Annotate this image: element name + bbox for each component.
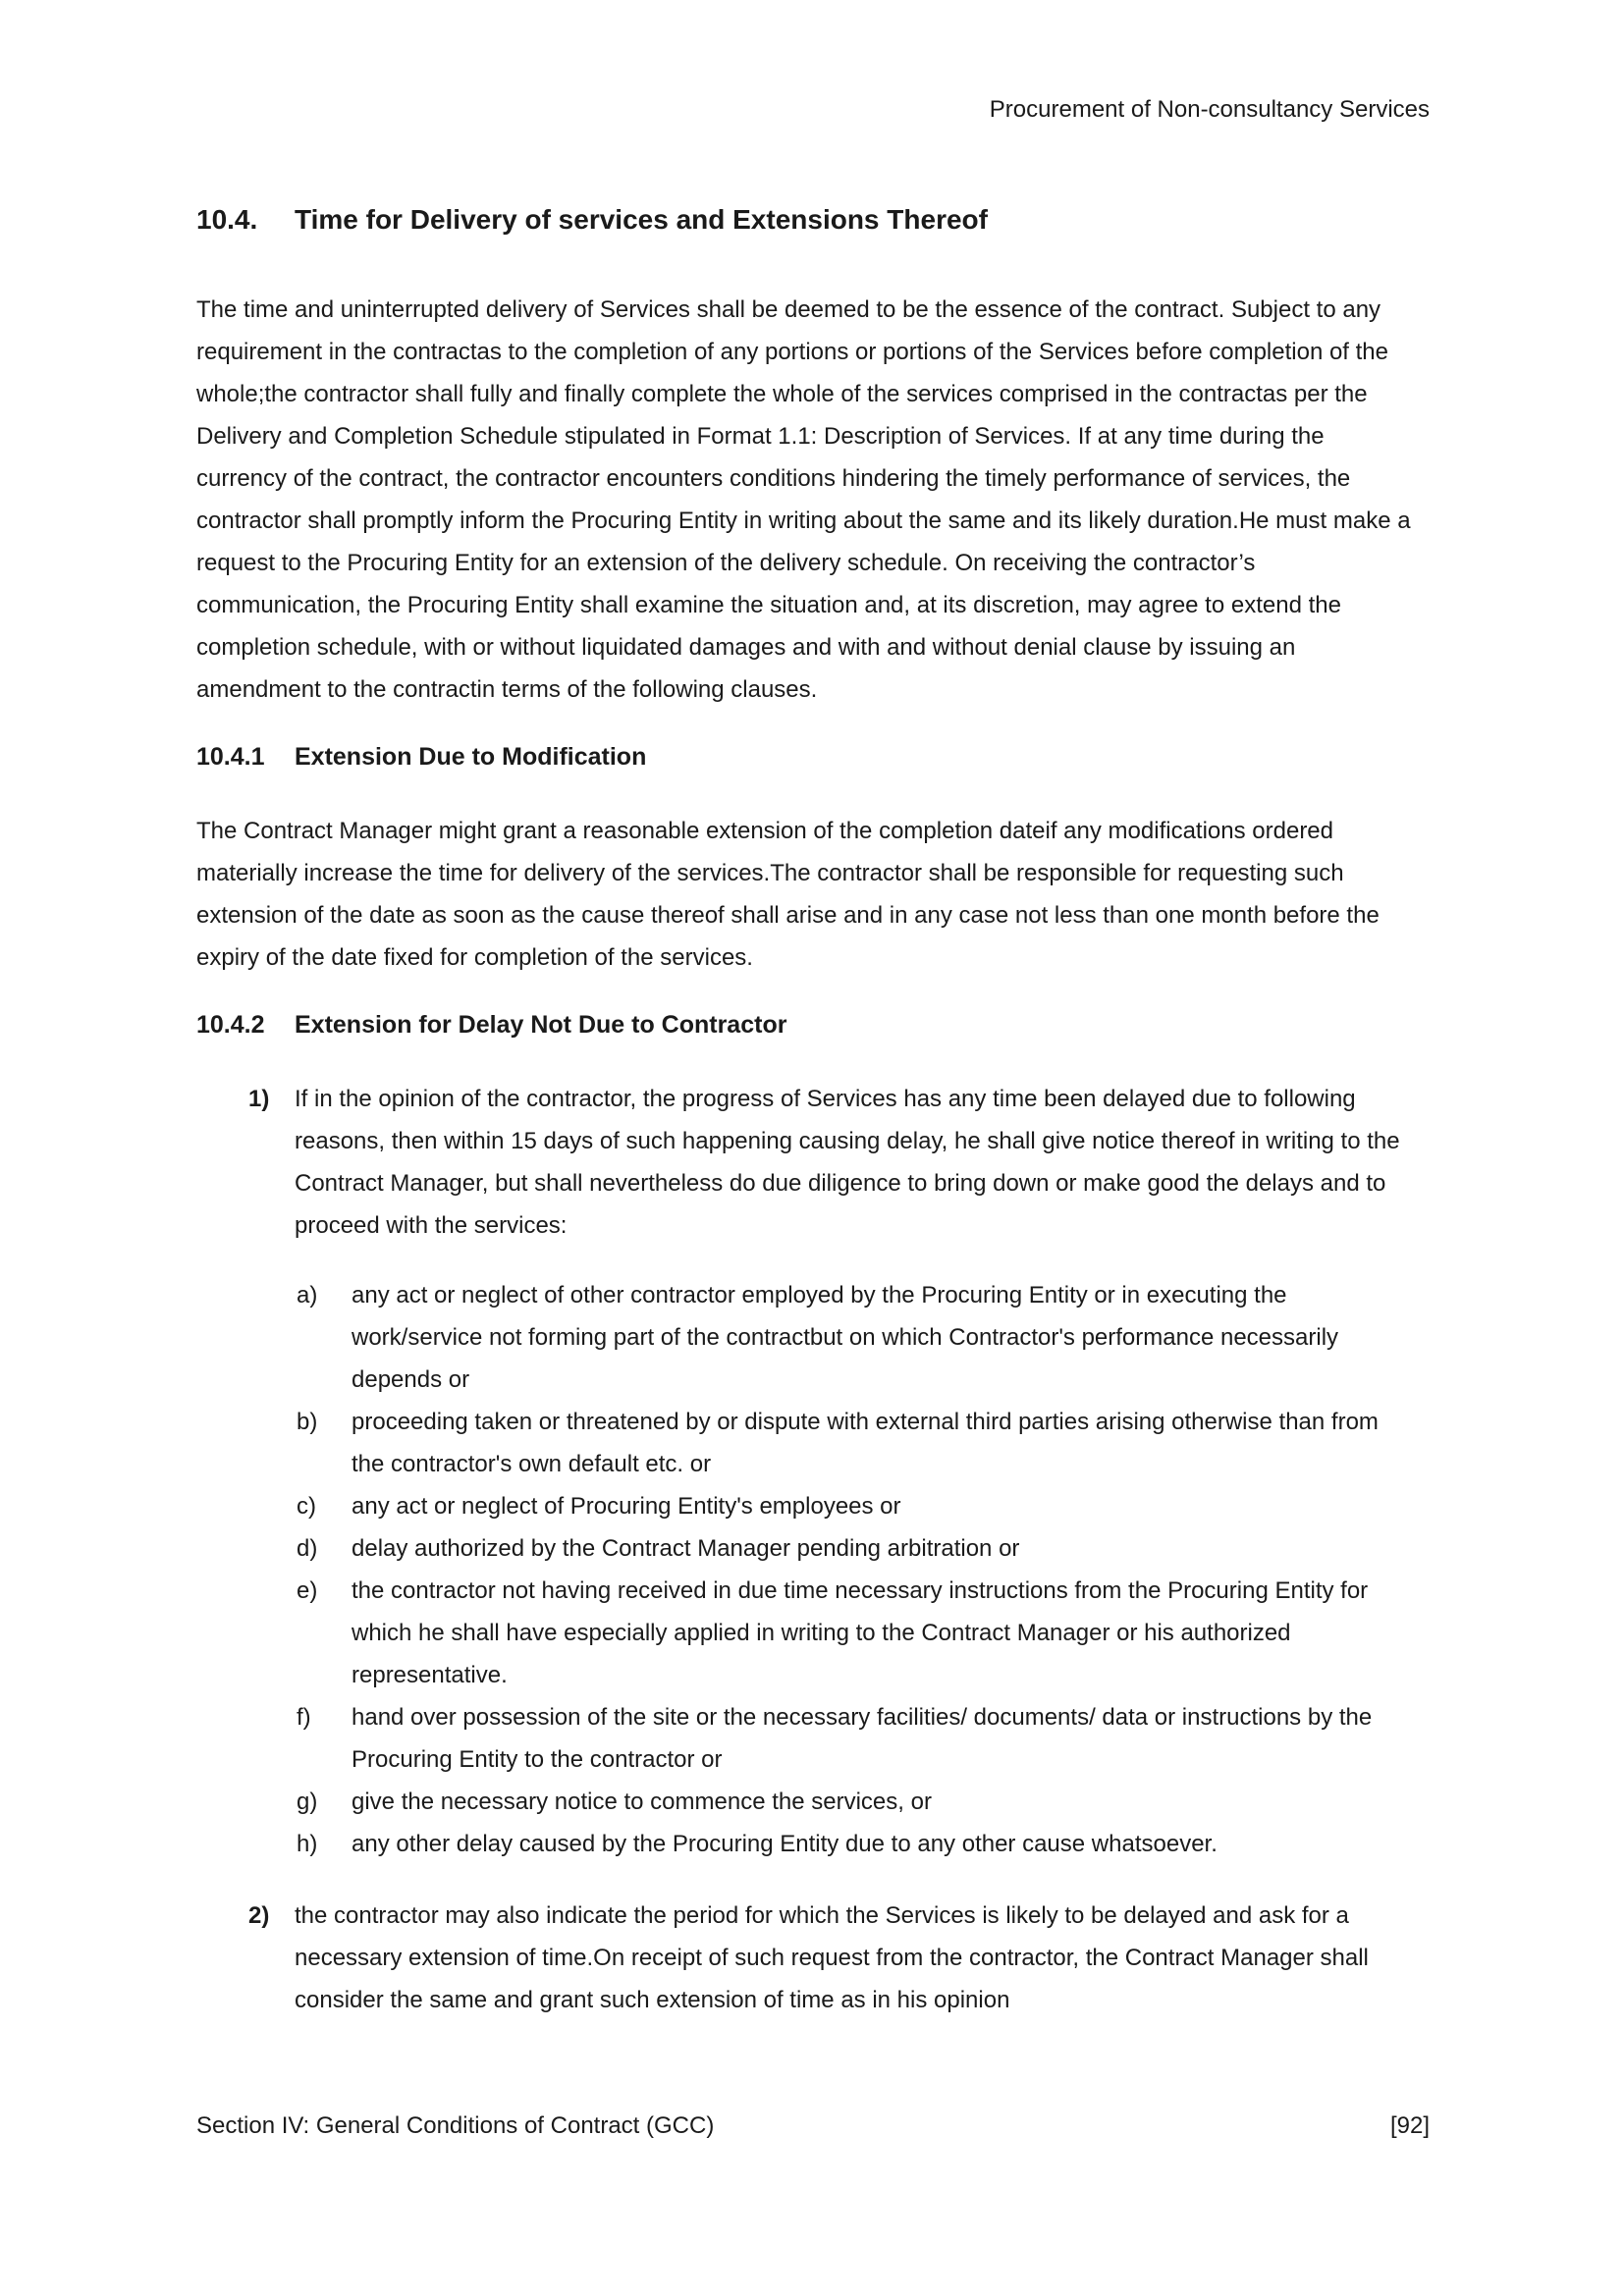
numbered-item-text: If in the opinion of the contractor, the progress of Services has any time been delayed due to following reasons, then within 15 days of such happening causing delay, he shall give notice thereof in writing to the Contract Manager, but shall nevertheless do due diligence to bring down or make good the delays and to proceed with the services: [295,1086,1400,1239]
lettered-item-marker: e) [297,1577,318,1604]
section-title: Time for Delivery of services and Extensions Thereof [295,204,988,235]
lettered-item-marker: d) [297,1535,318,1562]
lettered-item-g [196,1781,1414,1823]
section-heading-10-4 [196,202,1414,238]
lettered-list [196,1274,1414,1865]
running-header: Procurement of Non-consultancy Services [989,96,1430,123]
numbered-item-1 [196,1078,1414,1247]
intro-paragraph: The time and uninterrupted delivery of Services shall be deemed to be the essence of the contract. Subject to any requirement in the contractas to the completion of any portions or portions of the Services before completion of the whole;the contractor shall fully and finally complete the whole of the services comprised in the contractas per the Delivery and Completion Schedule stipulated in Format 1.1: Description of Services. If at any time during the currency of the contract, the contractor encounters conditions hindering the timely performance of services, the contractor shall promptly inform the Procuring Entity in writing about the same and its likely duration.He must make a request to the Procuring Entity for an extension of the delivery schedule. On receiving the contractor’s communication, the Procuring Entity shall examine the situation and, at its discretion, may agree to extend the completion schedule, with or without liquidated damages and with and without denial clause by issuing an amendment to the contractin terms of the following clauses. [196,296,1411,703]
subsection-number: 10.4.2 [196,1011,265,1039]
lettered-item-c [196,1485,1414,1527]
lettered-item-marker: g) [297,1789,318,1815]
lettered-item-marker: b) [297,1409,318,1435]
lettered-item-text: any other delay caused by the Procuring Entity due to any other cause whatsoever. [352,1831,1218,1857]
lettered-item-a [196,1274,1414,1401]
lettered-item-text: give the necessary notice to commence the services, or [352,1789,932,1815]
lettered-item-text: any act or neglect of other contractor employed by the Procuring Entity or in executing the work/service not forming part of the contractbut on which Contractor's performance necessarily depends or [352,1282,1339,1393]
lettered-item-text: any act or neglect of Procuring Entity's employees or [352,1493,901,1520]
numbered-item-2 [196,1895,1414,2021]
lettered-item-b [196,1401,1414,1485]
subsection-1-paragraph: The Contract Manager might grant a reasonable extension of the completion dateif any modifications ordered materially increase the time for delivery of the services.The contractor shall be responsible for requesting such extension of the date as soon as the cause thereof shall arise and in any case not less than one month before the expiry of the date fixed for completion of the services. [196,818,1380,971]
footer-section-label: Section IV: General Conditions of Contract (GCC) [196,2112,715,2139]
lettered-item-marker: f) [297,1704,311,1731]
lettered-item-h [196,1823,1414,1865]
subsection-title: Extension for Delay Not Due to Contractor [295,1011,787,1039]
subsection-number: 10.4.1 [196,743,265,771]
lettered-item-text: the contractor not having received in due time necessary instructions from the Procuring Entity for which he shall have especially applied in writing to the Contract Manager or his authorized representative. [352,1577,1369,1688]
lettered-item-e [196,1570,1414,1696]
numbered-item-marker: 2) [248,1902,270,1929]
lettered-item-d [196,1527,1414,1570]
numbered-item-text: the contractor may also indicate the period for which the Services is likely to be delayed and ask for a necessary extension of time.On receipt of such request from the contractor, the Contract Manager shall consider the same and grant such extension of time as in his opinion [295,1902,1369,2013]
lettered-item-text: hand over possession of the site or the necessary facilities/ documents/ data or instructions by the Procuring Entity to the contractor or [352,1704,1373,1773]
lettered-item-marker: c) [297,1493,316,1520]
lettered-item-marker: h) [297,1831,318,1857]
footer-page-number: [92] [1389,2112,1430,2139]
page-content [196,202,1414,2021]
lettered-item-f [196,1696,1414,1781]
lettered-item-text: proceeding taken or threatened by or dispute with external third parties arising otherwise than from the contractor's own default etc. or [352,1409,1379,1477]
section-number: 10.4. [196,204,258,235]
numbered-item-marker: 1) [248,1086,270,1112]
lettered-item-marker: a) [297,1282,318,1308]
lettered-item-text: delay authorized by the Contract Manager pending arbitration or [352,1535,1020,1562]
subsection-heading-10-4-2 [196,1009,1414,1041]
page-footer [196,2110,1430,2142]
subsection-heading-10-4-1 [196,741,1414,774]
subsection-title: Extension Due to Modification [295,743,647,771]
